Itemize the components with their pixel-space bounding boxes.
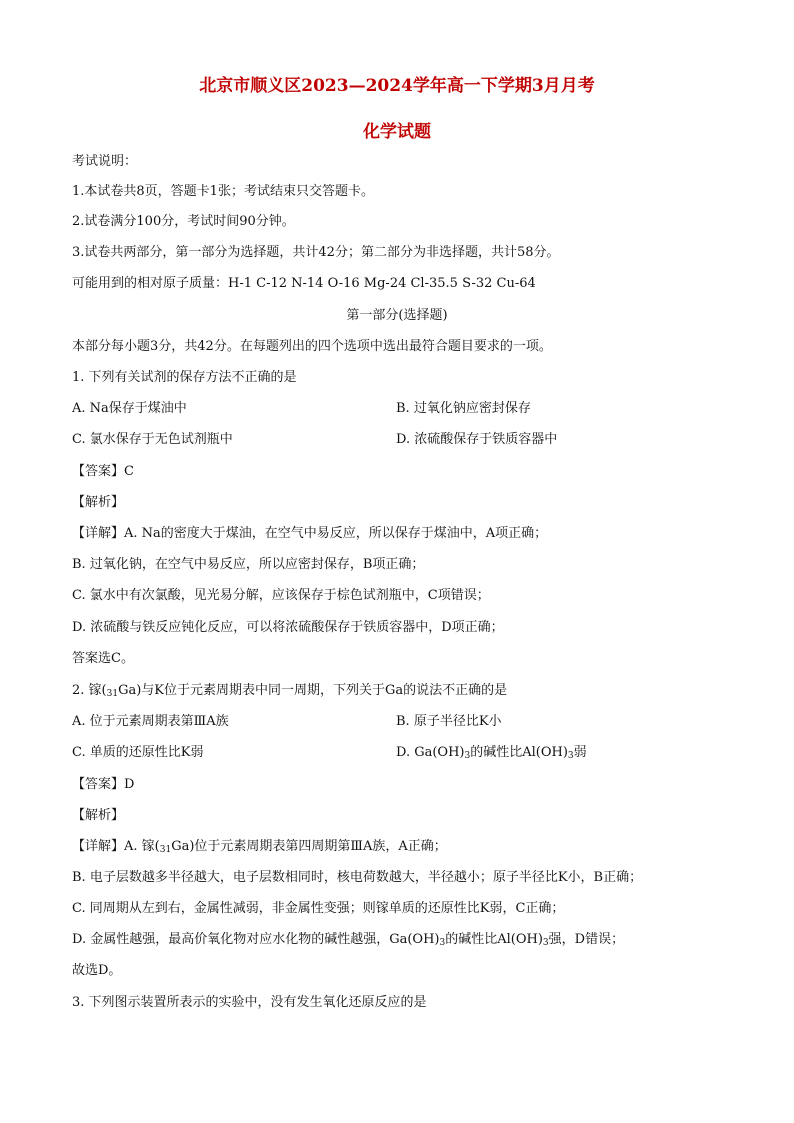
detail-text: A. 镓( [124, 839, 160, 854]
q1-option-a: A. Na保存于煤油中 [72, 401, 187, 416]
answer-value: C [124, 464, 134, 479]
instructions-heading: 考试说明： [72, 154, 138, 169]
q1-detail-c: C. 氯水中有次氯酸，见光易分解，应该保存于棕色试剂瓶中，C项错误； [72, 588, 490, 603]
q2-detail-c: C. 同周期从左到右，金属性减弱，非金属性变强；则镓单质的还原性比K弱，C正确； [72, 901, 565, 916]
subscript: 3 [464, 751, 471, 761]
atomic-masses: 可能用到的相对原子质量：H-1 C-12 N-14 O-16 Mg-24 Cl-35.5 S-32 Cu-64 [72, 276, 536, 291]
subscript: 3 [439, 938, 446, 948]
q2-answer [72, 777, 134, 793]
answer-value: D [124, 777, 135, 792]
q2-detail-b: B. 电子层数越多半径越大，电子层数相同时，核电荷数越大，半径越小；原子半径比K小，B正确； [72, 870, 643, 885]
instruction-item-2: 2.试卷满分100分，考试时间90分钟。 [72, 214, 295, 229]
q2-analysis-tag: 【解析】 [72, 808, 125, 823]
q2-option-a: A. 位于元素周期表第ⅢA族 [72, 714, 229, 729]
q2-option-c: C. 单质的还原性比K弱 [72, 745, 204, 760]
detail-text: 强，D错误； [548, 932, 625, 947]
q1-option-c: C. 氯水保存于无色试剂瓶中 [72, 432, 233, 447]
q1-detail-b: B. 过氧化钠，在空气中易反应，所以应密封保存，B项正确； [72, 557, 425, 572]
subscript: 3 [542, 938, 549, 948]
q1-answer [72, 464, 134, 480]
q1-option-d: D. 浓硫酸保存于铁质容器中 [396, 432, 558, 447]
atomic-number-sub: 31 [106, 689, 119, 699]
q2-option-d-part-c: 弱 [573, 745, 587, 760]
detail-text: A. Na的密度大于煤油，在空气中易反应，所以保存于煤油中，A项正确； [124, 526, 548, 541]
q1-analysis-tag: 【解析】 [72, 495, 125, 510]
q1-detail-d: D. 浓硫酸与铁反应钝化反应，可以将浓硫酸保存于铁质容器中，D项正确； [72, 620, 504, 635]
detail-text: D. 金属性越强，最高价氧化物对应水化物的碱性越强，Ga(OH) [72, 932, 440, 947]
q1-detail-a [72, 526, 547, 542]
subscript: 3 [567, 751, 574, 761]
atomic-number-sub: 31 [159, 845, 172, 855]
q2-option-d-part-a: D. Ga(OH) [396, 745, 465, 760]
q2-conclusion: 故选D。 [72, 963, 122, 978]
detail-tag: 【详解】 [72, 526, 125, 541]
document-title: 北京市顺义区2023—2024学年高一下学期3月月考 [199, 76, 595, 96]
detail-text: Ga)位于元素周期表第四周期第ⅢA族，A正确； [171, 839, 447, 854]
q2-option-d-part-b: 的碱性比Al(OH) [470, 745, 568, 760]
q1-stem: 1. 下列有关试剂的保存方法不正确的是 [72, 370, 297, 385]
q2-detail-d [72, 932, 624, 948]
q3-stem: 3. 下列图示装置所表示的实验中，没有发生氧化还原反应的是 [72, 995, 427, 1010]
q2-stem [72, 683, 507, 699]
q1-conclusion: 答案选C。 [72, 651, 134, 666]
q1-option-b: B. 过氧化钠应密封保存 [396, 401, 531, 416]
answer-tag: 【答案】 [72, 777, 125, 792]
q2-option-b: B. 原子半径比K小 [396, 714, 502, 729]
instruction-item-3: 3.试卷共两部分，第一部分为选择题，共计42分；第二部分为非选择题，共计58分。 [72, 245, 560, 260]
instruction-item-1: 1.本试卷共8页，答题卡1张；考试结束只交答题卡。 [72, 184, 374, 199]
q2-detail-a [72, 839, 447, 855]
q2-option-d [396, 745, 587, 761]
q2-stem-part-b: Ga)与K位于元素周期表中同一周期，下列关于Ga的说法不正确的是 [118, 683, 508, 698]
document-subtitle: 化学试题 [363, 122, 431, 142]
detail-text: 的碱性比Al(OH) [445, 932, 543, 947]
detail-tag: 【详解】 [72, 839, 125, 854]
q2-stem-part-a: 2. 镓( [72, 683, 107, 698]
part1-intro: 本部分每小题3分，共42分。在每题列出的四个选项中选出最符合题目要求的一项。 [72, 339, 552, 354]
part1-heading: 第一部分(选择题) [346, 308, 448, 323]
answer-tag: 【答案】 [72, 464, 125, 479]
